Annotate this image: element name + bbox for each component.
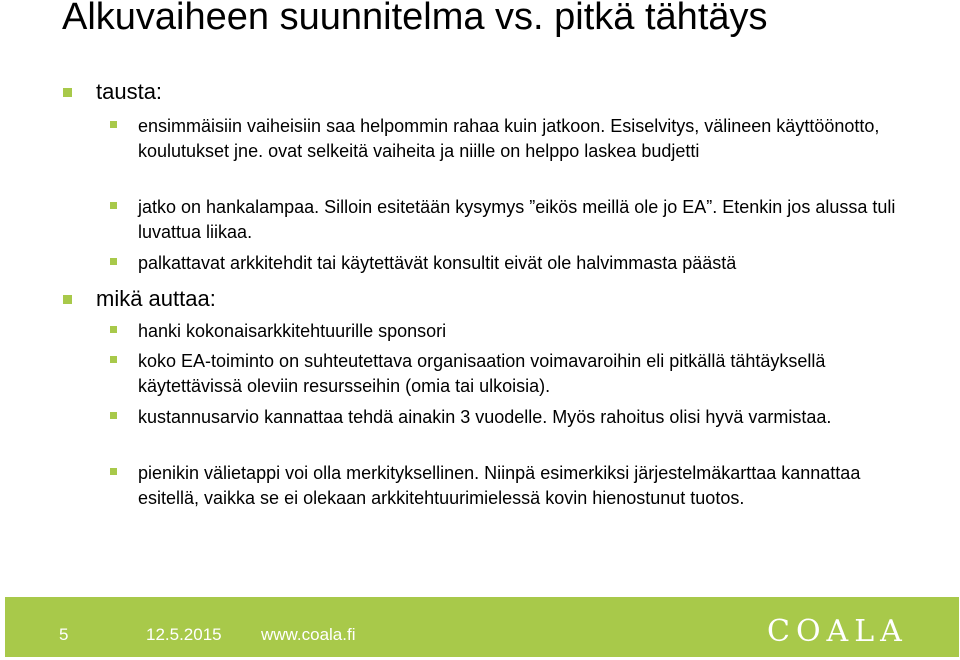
page-number: 5 [59, 625, 69, 644]
square-bullet-icon [110, 412, 117, 419]
section-heading: tausta: [96, 79, 163, 104]
square-bullet-icon [110, 121, 117, 128]
footer-date: 12.5.2015 [146, 625, 222, 644]
list-item [110, 195, 900, 245]
square-bullet-icon [110, 326, 117, 333]
list-item [110, 319, 900, 344]
list-item [110, 114, 900, 164]
footer-url: www.coala.fi [261, 625, 356, 644]
list-item-text: koko EA-toiminto on suhteutettava organisaation voimavaroihin eli pitkällä tähtäyksellä käytettävissä oleviin resursseihin (omia tai ulkoisia). [138, 351, 826, 396]
list-item-text: hanki kokonaisarkkitehtuurille sponsori [138, 321, 447, 341]
list-item [110, 405, 900, 430]
list-item-text: kustannusarvio kannattaa tehdä ainakin 3 vuodelle. Myös rahoitus olisi hyvä varmistaa. [138, 407, 832, 427]
square-bullet-icon [110, 202, 117, 209]
slide-title: Alkuvaiheen suunnitelma vs. pitkä tähtäys [62, 0, 768, 38]
list-item [110, 349, 900, 399]
list-item [110, 251, 900, 276]
square-bullet-icon [63, 295, 72, 304]
square-bullet-icon [110, 258, 117, 265]
section-heading-tausta [63, 78, 923, 106]
list-item [110, 461, 900, 511]
list-item-text: palkattavat arkkitehdit tai käytettävät konsultit eivät ole halvimmasta päästä [138, 253, 737, 273]
list-item-text: ensimmäisiin vaiheisiin saa helpommin rahaa kuin jatkoon. Esiselvitys, välineen käyttöönotto, koulutukset jne. ovat selkeitä vaiheita ja niille on helppo laskea budjetti [138, 116, 880, 161]
section-heading: mikä auttaa: [96, 286, 216, 311]
section-heading-mika-auttaa [63, 285, 923, 313]
list-item-text: pienikin välietappi voi olla merkityksellinen. Niinpä esimerkiksi järjestelmäkarttaa kannattaa esitellä, vaikka se ei olekaan arkkitehtuurimielessä kovin hienostunut tuotos. [138, 463, 861, 508]
square-bullet-icon [110, 468, 117, 475]
square-bullet-icon [110, 356, 117, 363]
list-item-text: jatko on hankalampaa. Silloin esitetään kysymys ”eikös meillä ole jo EA”. Etenkin jos alussa tuli luvattua liikaa. [138, 197, 896, 242]
square-bullet-icon [63, 88, 72, 97]
coala-logo: COALA [767, 614, 908, 649]
slide-footer [5, 597, 959, 657]
